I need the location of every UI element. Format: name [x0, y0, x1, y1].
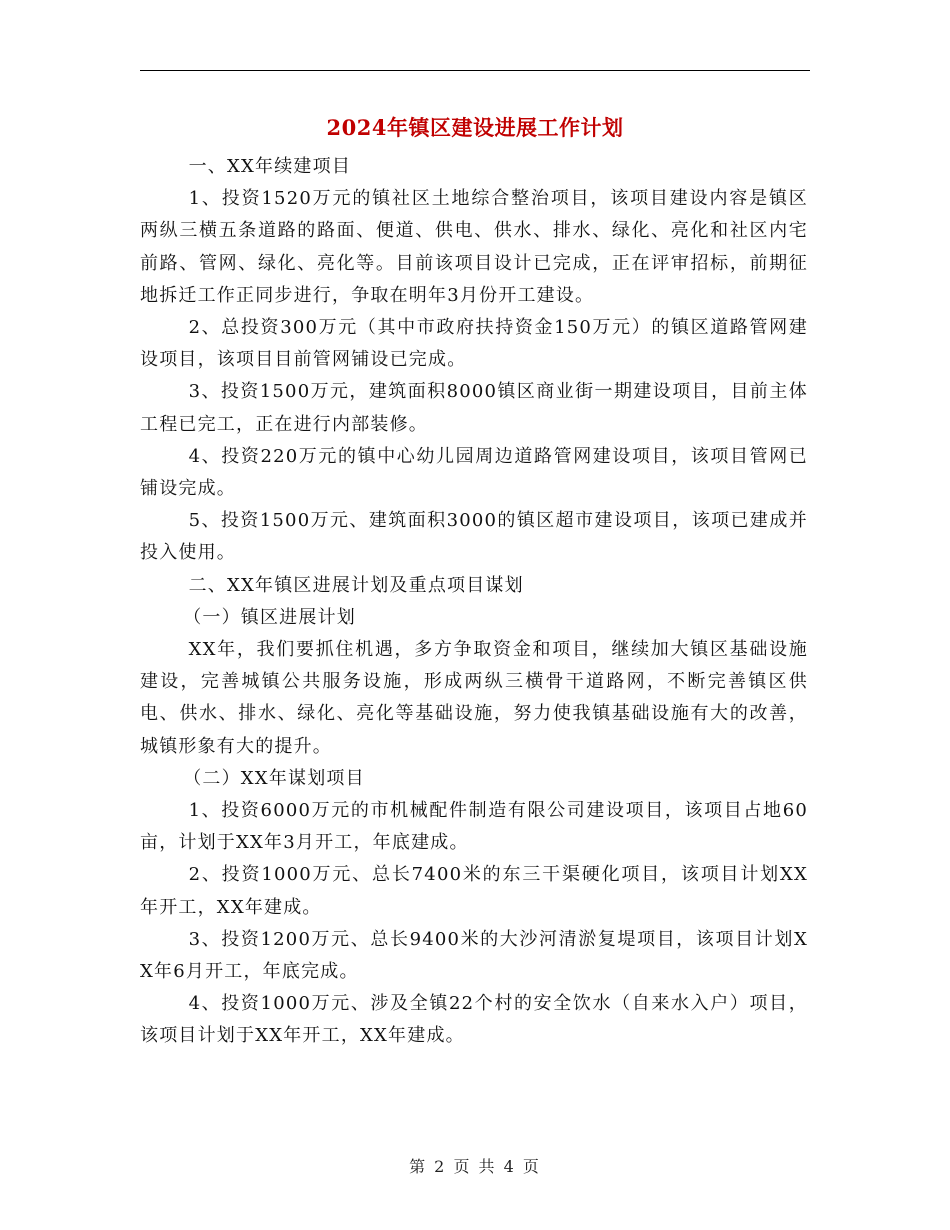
document-body — [140, 151, 808, 1053]
page-number: 第 2 页 共 4 页 — [409, 1157, 541, 1176]
subsection-heading-1: （一）镇区进展计划 — [183, 606, 356, 628]
paragraph-item-4: 4、投资220万元的镇中心幼儿园周边道路管网建设项目，该项目管网已铺设完成。 — [140, 445, 808, 500]
paragraph-project-1: 1、投资6000万元的市机械配件制造有限公司建设项目，该项目占地60亩，计划于XX年3月开工，年底建成。 — [140, 800, 808, 854]
paragraph-item-2: 2、总投资300万元（其中市政府扶持资金150万元）的镇区道路管网建设项目，该项目目前管网铺设已完成。 — [140, 317, 808, 371]
section-heading-2: 二、XX年镇区进展计划及重点项目谋划 — [188, 574, 524, 596]
paragraph-project-3: 3、投资1200万元、总长9400米的大沙河清淤复堤项目，该项目计划XX年6月开工，年底完成。 — [140, 928, 808, 983]
paragraph-item-3: 3、投资1500万元，建筑面积8000镇区商业街一期建设项目，目前主体工程已完工，正在进行内部装修。 — [140, 381, 808, 435]
paragraph-item-1: 1、投资1520万元的镇社区土地综合整治项目，该项目建设内容是镇区两纵三横五条道路的路面、便道、供电、供水、排水、绿化、亮化和社区内宅前路、管网、绿化、亮化等。目前该项目设计已完成，正在评审招标，前期征地拆迁工作正同步进行，争取在明年3月份开工建设。 — [140, 188, 808, 306]
header-rule — [140, 70, 810, 71]
document-title: 2024年镇区建设进展工作计划 — [326, 115, 624, 140]
paragraph-item-5: 5、投资1500万元、建筑面积3000的镇区超市建设项目，该项已建成并投入使用。 — [140, 510, 808, 564]
paragraph-project-4: 4、投资1000万元、涉及全镇22个村的安全饮水（自来水入户）项目，该项目计划于XX年开工，XX年建成。 — [140, 993, 808, 1047]
paragraph-plan: XX年，我们要抓住机遇，多方争取资金和项目，继续加大镇区基础设施建设，完善城镇公共服务设施，形成两纵三横骨干道路网，不断完善镇区供电、供水、排水、绿化、亮化等基础设施，努力使我镇基础设施有大的改善，城镇形象有大的提升。 — [140, 639, 808, 757]
subsection-heading-2: （二）XX年谋划项目 — [183, 767, 365, 789]
paragraph-project-2: 2、投资1000万元、总长7400米的东三干渠硬化项目，该项目计划XX年开工，XX年建成。 — [140, 864, 808, 918]
section-heading-1: 一、XX年续建项目 — [188, 156, 352, 177]
